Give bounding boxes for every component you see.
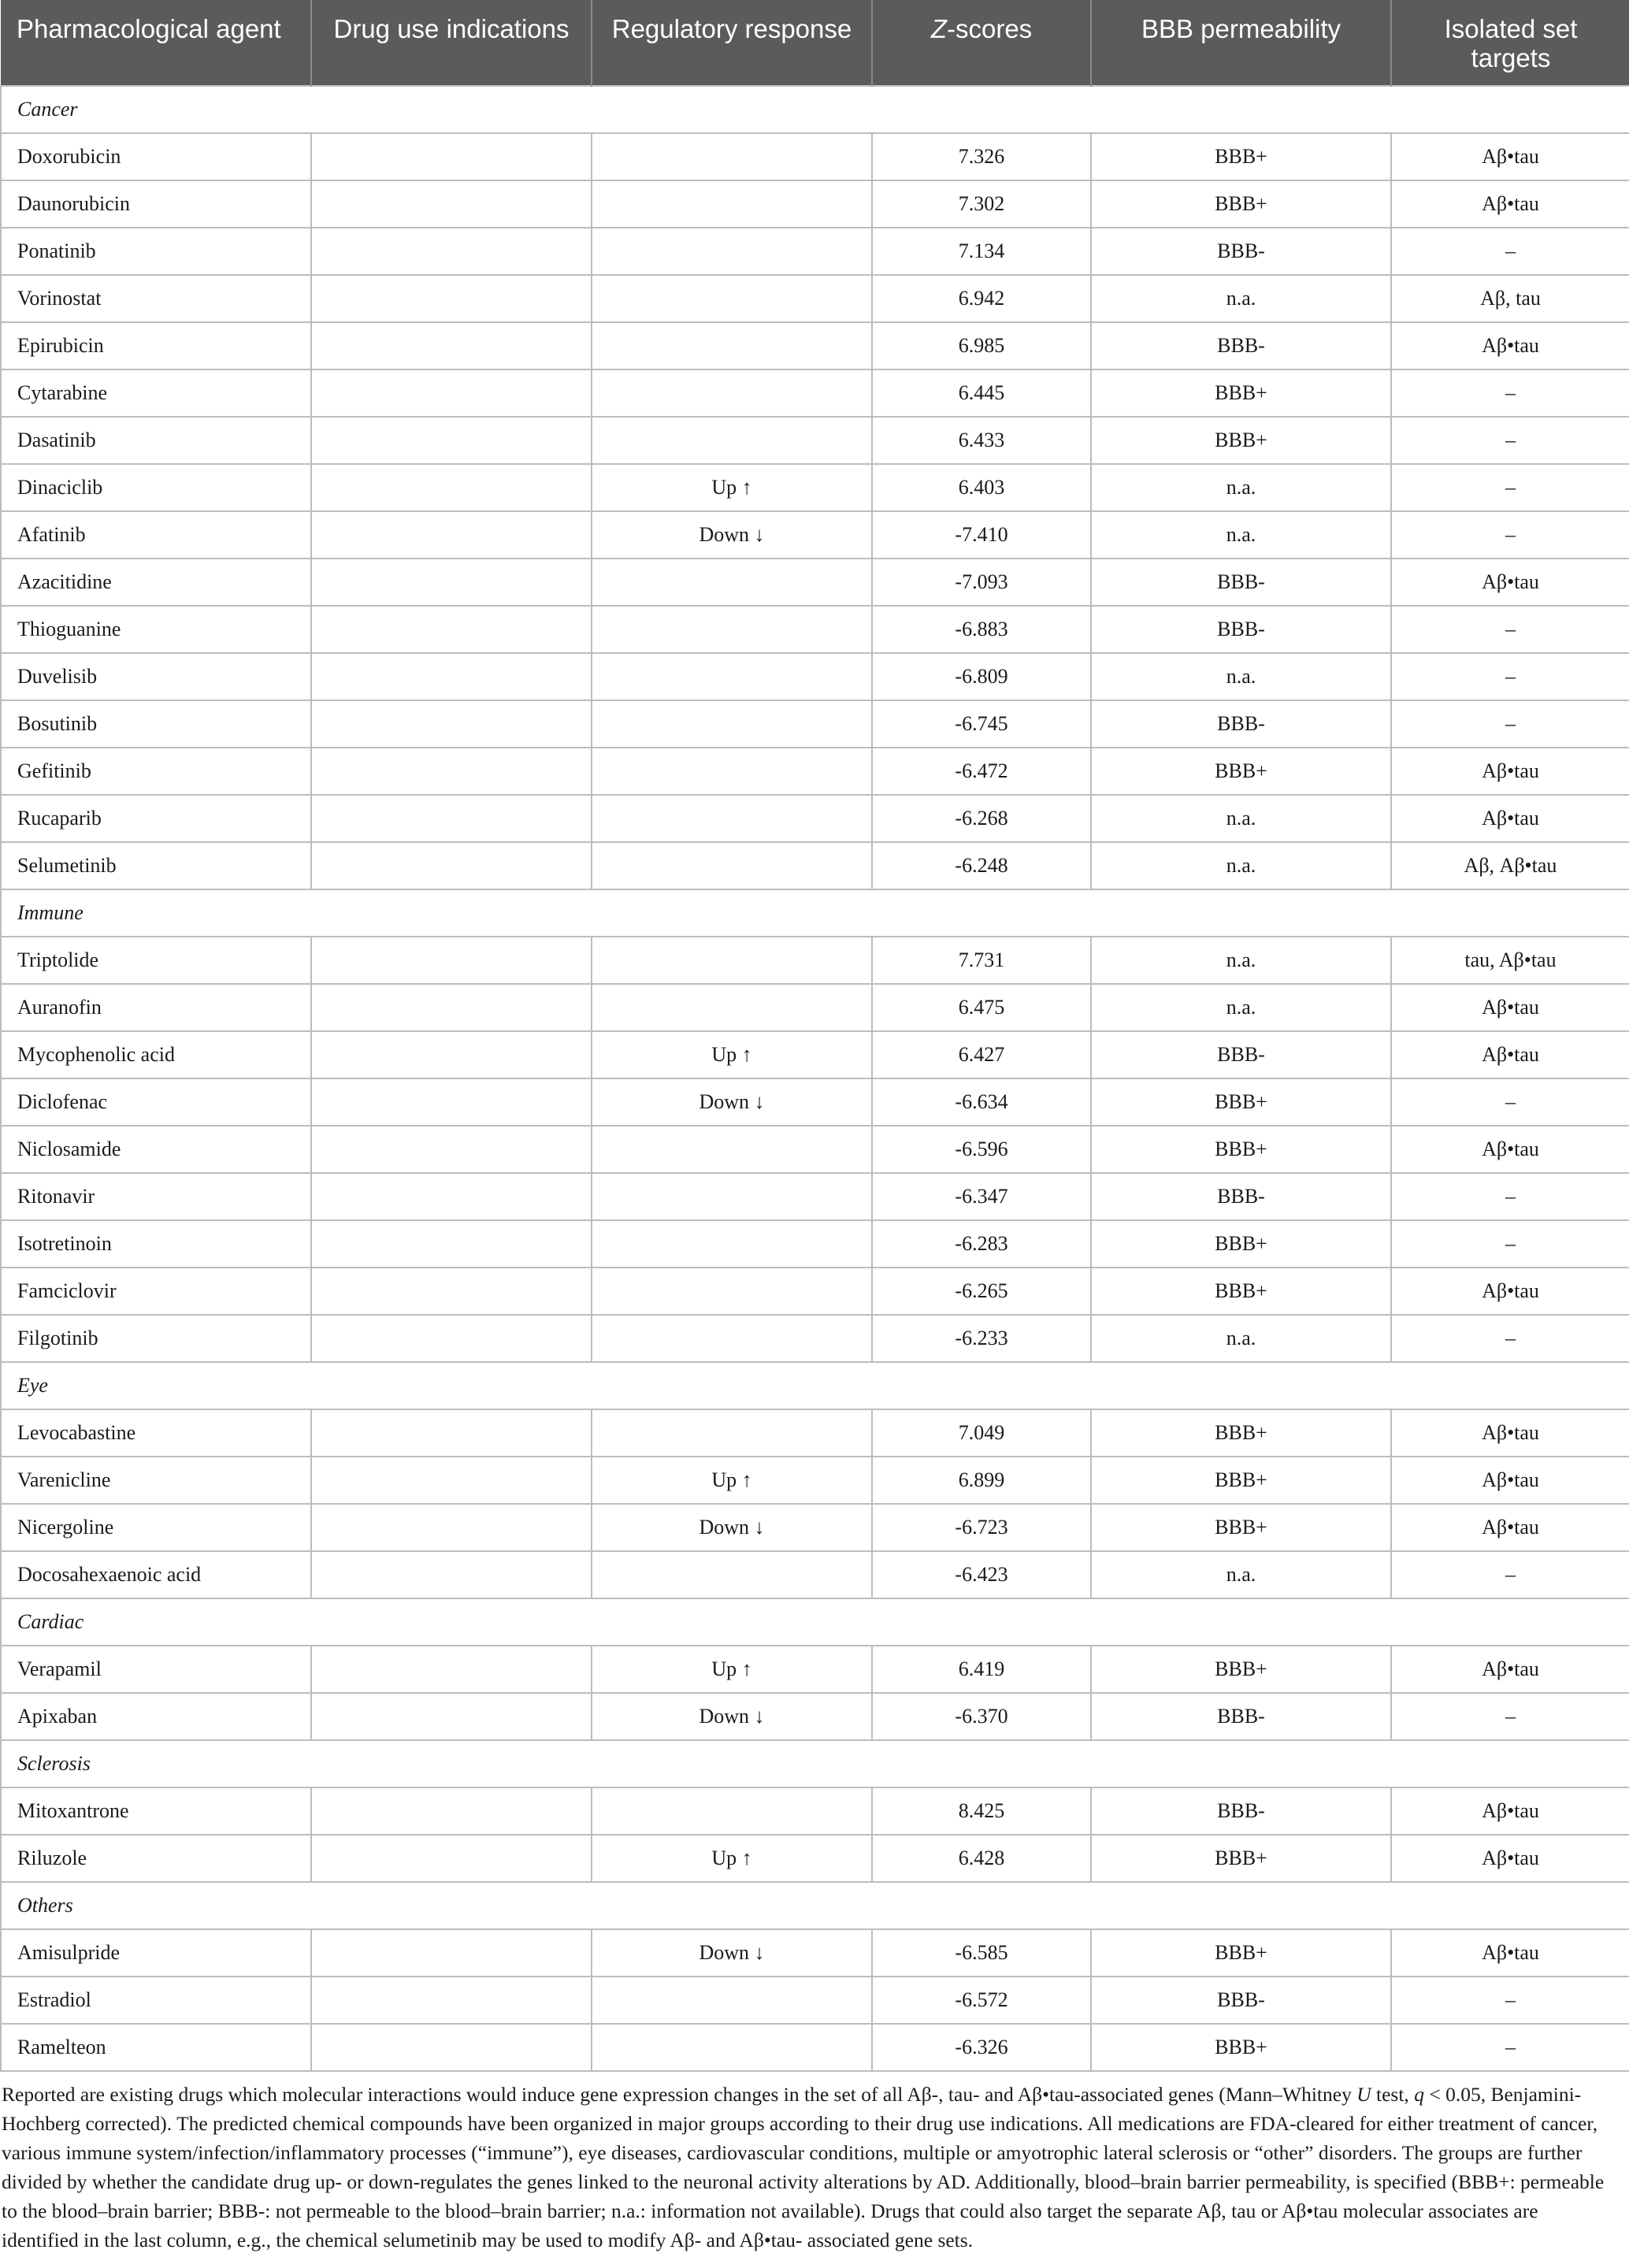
cell-bbb: BBB+	[1091, 1646, 1391, 1693]
table-row	[1, 1268, 1629, 1315]
cell-targets: tau, Aβ•tau	[1391, 937, 1629, 984]
cell-zscore: -6.745	[872, 700, 1091, 748]
cell-zscore: -6.809	[872, 653, 1091, 700]
cell-agent: Doxorubicin	[1, 133, 311, 180]
group-row	[1, 1882, 1629, 1929]
cell-zscore: -6.572	[872, 1977, 1091, 2024]
cell-indication	[311, 1929, 592, 1977]
cell-targets: Aβ•tau	[1391, 748, 1629, 795]
cell-targets: Aβ•tau	[1391, 1457, 1629, 1504]
table-row	[1, 1835, 1629, 1882]
cell-zscore: 7.302	[872, 180, 1091, 228]
cell-bbb: BBB+	[1091, 417, 1391, 464]
cell-zscore: -6.268	[872, 795, 1091, 842]
table-row	[1, 1126, 1629, 1173]
table-row	[1, 1220, 1629, 1268]
cell-zscore: 6.985	[872, 322, 1091, 369]
cell-zscore: -6.326	[872, 2024, 1091, 2071]
cell-response: Down ↓	[592, 1504, 872, 1551]
cell-zscore: -6.347	[872, 1173, 1091, 1220]
cell-indication	[311, 180, 592, 228]
table-row	[1, 511, 1629, 559]
cell-bbb: BBB+	[1091, 1126, 1391, 1173]
cell-targets: –	[1391, 2024, 1629, 2071]
cell-bbb: BBB-	[1091, 322, 1391, 369]
table-header	[1, 0, 1629, 86]
cell-response	[592, 417, 872, 464]
cell-targets: Aβ•tau	[1391, 322, 1629, 369]
cell-agent: Daunorubicin	[1, 180, 311, 228]
group-row	[1, 1362, 1629, 1409]
cell-targets: Aβ•tau	[1391, 180, 1629, 228]
header-regulatory: Regulatory response	[592, 0, 872, 86]
table-row	[1, 1787, 1629, 1835]
cell-zscore: 7.731	[872, 937, 1091, 984]
table-row	[1, 464, 1629, 511]
cell-indication	[311, 1031, 592, 1078]
header-zscore: Z-scores	[872, 0, 1091, 86]
cell-agent: Thioguanine	[1, 606, 311, 653]
cell-response	[592, 369, 872, 417]
cell-response	[592, 984, 872, 1031]
cell-indication	[311, 511, 592, 559]
cell-agent: Amisulpride	[1, 1929, 311, 1977]
cell-bbb: BBB-	[1091, 606, 1391, 653]
cell-indication	[311, 795, 592, 842]
cell-agent: Estradiol	[1, 1977, 311, 2024]
cell-zscore: 6.942	[872, 275, 1091, 322]
cell-zscore: 7.049	[872, 1409, 1091, 1457]
cell-agent: Famciclovir	[1, 1268, 311, 1315]
cell-indication	[311, 1551, 592, 1598]
cell-bbb: n.a.	[1091, 511, 1391, 559]
table-row	[1, 1693, 1629, 1740]
cell-targets: –	[1391, 653, 1629, 700]
cell-indication	[311, 1409, 592, 1457]
cell-response	[592, 700, 872, 748]
cell-agent: Rucaparib	[1, 795, 311, 842]
cell-indication	[311, 559, 592, 606]
group-label: Cancer	[1, 86, 1629, 133]
cell-agent: Dasatinib	[1, 417, 311, 464]
cell-response	[592, 748, 872, 795]
group-row	[1, 889, 1629, 937]
cell-indication	[311, 322, 592, 369]
cell-targets: Aβ•tau	[1391, 984, 1629, 1031]
cell-bbb: BBB-	[1091, 1977, 1391, 2024]
cell-zscore: 6.419	[872, 1646, 1091, 1693]
cell-indication	[311, 464, 592, 511]
cell-response	[592, 1126, 872, 1173]
cell-indication	[311, 937, 592, 984]
cell-zscore: 8.425	[872, 1787, 1091, 1835]
cell-indication	[311, 1457, 592, 1504]
cell-agent: Docosahexaenoic acid	[1, 1551, 311, 1598]
cell-indication	[311, 606, 592, 653]
cell-indication	[311, 369, 592, 417]
cell-zscore: -6.370	[872, 1693, 1091, 1740]
cell-agent: Ponatinib	[1, 228, 311, 275]
cell-response: Down ↓	[592, 1078, 872, 1126]
cell-response: Up ↑	[592, 1031, 872, 1078]
group-label: Sclerosis	[1, 1740, 1629, 1787]
cell-indication	[311, 653, 592, 700]
cell-zscore: -7.093	[872, 559, 1091, 606]
cell-indication	[311, 1646, 592, 1693]
cell-targets: Aβ•tau	[1391, 1409, 1629, 1457]
cell-indication	[311, 228, 592, 275]
cell-agent: Isotretinoin	[1, 1220, 311, 1268]
cell-agent: Levocabastine	[1, 1409, 311, 1457]
cell-targets: Aβ•tau	[1391, 1504, 1629, 1551]
cell-indication	[311, 984, 592, 1031]
cell-response	[592, 1409, 872, 1457]
cell-bbb: BBB-	[1091, 1693, 1391, 1740]
cell-agent: Apixaban	[1, 1693, 311, 1740]
table-row	[1, 369, 1629, 417]
header-agent: Pharmacological agent	[1, 0, 311, 86]
cell-indication	[311, 2024, 592, 2071]
cell-targets: Aβ•tau	[1391, 1787, 1629, 1835]
cell-response	[592, 1268, 872, 1315]
cell-targets: –	[1391, 1220, 1629, 1268]
cell-response: Down ↓	[592, 1929, 872, 1977]
cell-targets: Aβ•tau	[1391, 1646, 1629, 1693]
group-row	[1, 1740, 1629, 1787]
cell-targets: Aβ, tau	[1391, 275, 1629, 322]
cell-indication	[311, 700, 592, 748]
cell-bbb: BBB+	[1091, 1078, 1391, 1126]
cell-bbb: n.a.	[1091, 653, 1391, 700]
cell-targets: –	[1391, 228, 1629, 275]
cell-zscore: -6.233	[872, 1315, 1091, 1362]
cell-zscore: 6.445	[872, 369, 1091, 417]
table-row	[1, 1031, 1629, 1078]
cell-targets: Aβ•tau	[1391, 133, 1629, 180]
cell-response	[592, 606, 872, 653]
table-body	[1, 86, 1629, 2071]
cell-bbb: BBB+	[1091, 2024, 1391, 2071]
cell-indication	[311, 1835, 592, 1882]
table-row	[1, 1078, 1629, 1126]
cell-bbb: BBB+	[1091, 748, 1391, 795]
cell-response: Down ↓	[592, 511, 872, 559]
cell-bbb: BBB+	[1091, 1268, 1391, 1315]
cell-response	[592, 228, 872, 275]
cell-agent: Duvelisib	[1, 653, 311, 700]
cell-agent: Afatinib	[1, 511, 311, 559]
table-row	[1, 1646, 1629, 1693]
table-row	[1, 748, 1629, 795]
cell-targets: –	[1391, 700, 1629, 748]
cell-targets: Aβ•tau	[1391, 1929, 1629, 1977]
cell-agent: Ritonavir	[1, 1173, 311, 1220]
cell-agent: Azacitidine	[1, 559, 311, 606]
cell-zscore: 6.433	[872, 417, 1091, 464]
cell-response: Up ↑	[592, 1457, 872, 1504]
table-row	[1, 1315, 1629, 1362]
cell-indication	[311, 1504, 592, 1551]
cell-targets: –	[1391, 1977, 1629, 2024]
cell-zscore: 6.475	[872, 984, 1091, 1031]
cell-indication	[311, 1693, 592, 1740]
cell-bbb: BBB-	[1091, 700, 1391, 748]
cell-agent: Bosutinib	[1, 700, 311, 748]
cell-indication	[311, 1220, 592, 1268]
cell-zscore: -6.423	[872, 1551, 1091, 1598]
table-row	[1, 559, 1629, 606]
cell-targets: Aβ•tau	[1391, 1835, 1629, 1882]
cell-response	[592, 559, 872, 606]
cell-indication	[311, 842, 592, 889]
table-row	[1, 984, 1629, 1031]
cell-targets: –	[1391, 369, 1629, 417]
cell-agent: Varenicline	[1, 1457, 311, 1504]
cell-agent: Gefitinib	[1, 748, 311, 795]
table-row	[1, 1409, 1629, 1457]
cell-response	[592, 2024, 872, 2071]
group-label: Immune	[1, 889, 1629, 937]
table-row	[1, 1457, 1629, 1504]
header-bbb: BBB permeability	[1091, 0, 1391, 86]
table-row	[1, 322, 1629, 369]
cell-zscore: 6.403	[872, 464, 1091, 511]
cell-targets: –	[1391, 606, 1629, 653]
cell-response	[592, 1977, 872, 2024]
cell-indication	[311, 1078, 592, 1126]
group-label: Cardiac	[1, 1598, 1629, 1646]
cell-response	[592, 1787, 872, 1835]
cell-bbb: n.a.	[1091, 795, 1391, 842]
table-row	[1, 653, 1629, 700]
cell-targets: Aβ•tau	[1391, 1031, 1629, 1078]
table-row	[1, 133, 1629, 180]
cell-indication	[311, 417, 592, 464]
cell-bbb: BBB+	[1091, 1504, 1391, 1551]
cell-agent: Mycophenolic acid	[1, 1031, 311, 1078]
cell-agent: Diclofenac	[1, 1078, 311, 1126]
table-caption: Reported are existing drugs which molecular interactions would induce gene expression changes in the set of all Aβ-, tau- and Aβ•tau-associated genes (Mann–Whitney U test, q < 0.05, Benjamini-Hochberg corrected). The predicted chemical compounds have been organized in major groups according to their drug use indications. All medications are FDA-cleared for either treatment of cancer, various immune system/infection/inflammatory processes (“immune”), eye diseases, cardiovascular conditions, multiple or amyotrophic lateral sclerosis or “other” disorders. The groups are further divided by whether the candidate drug up- or down-regulates the genes linked to the neuronal activity alterations by AD. Additionally, blood–brain barrier permeability, is specified (BBB+: permeable to the blood–brain barrier; BBB-: not permeable to the blood–brain barrier; n.a.: information not available). Drugs that could also target the separate Aβ, tau or Aβ•tau molecular associates are identified in the last column, e.g., the chemical selumetinib may be used to modify Aβ- and Aβ•tau- associated gene sets.	[2, 2083, 1605, 2251]
cell-targets: Aβ•tau	[1391, 1268, 1629, 1315]
cell-response	[592, 322, 872, 369]
cell-response: Down ↓	[592, 1693, 872, 1740]
cell-zscore: -6.585	[872, 1929, 1091, 1977]
cell-targets: –	[1391, 417, 1629, 464]
cell-targets: –	[1391, 1173, 1629, 1220]
cell-response	[592, 1220, 872, 1268]
cell-targets: –	[1391, 464, 1629, 511]
cell-agent: Riluzole	[1, 1835, 311, 1882]
cell-bbb: BBB+	[1091, 369, 1391, 417]
table-row	[1, 228, 1629, 275]
cell-indication	[311, 275, 592, 322]
cell-bbb: n.a.	[1091, 275, 1391, 322]
cell-targets: –	[1391, 1693, 1629, 1740]
cell-bbb: BBB+	[1091, 1220, 1391, 1268]
table-row	[1, 842, 1629, 889]
group-label: Eye	[1, 1362, 1629, 1409]
cell-agent: Mitoxantrone	[1, 1787, 311, 1835]
cell-indication	[311, 133, 592, 180]
cell-response	[592, 1551, 872, 1598]
cell-targets: Aβ•tau	[1391, 559, 1629, 606]
cell-bbb: BBB+	[1091, 1409, 1391, 1457]
header-row	[1, 0, 1629, 86]
cell-bbb: n.a.	[1091, 842, 1391, 889]
cell-targets: –	[1391, 511, 1629, 559]
cell-response	[592, 653, 872, 700]
cell-response	[592, 1315, 872, 1362]
cell-zscore: -7.410	[872, 511, 1091, 559]
cell-zscore: 7.326	[872, 133, 1091, 180]
cell-targets: Aβ, Aβ•tau	[1391, 842, 1629, 889]
cell-bbb: BBB-	[1091, 1787, 1391, 1835]
cell-indication	[311, 1126, 592, 1173]
cell-zscore: -6.248	[872, 842, 1091, 889]
cell-agent: Niclosamide	[1, 1126, 311, 1173]
cell-response	[592, 180, 872, 228]
cell-zscore: -6.883	[872, 606, 1091, 653]
cell-zscore: -6.596	[872, 1126, 1091, 1173]
cell-bbb: BBB+	[1091, 1929, 1391, 1977]
cell-agent: Selumetinib	[1, 842, 311, 889]
cell-agent: Nicergoline	[1, 1504, 311, 1551]
header-targets: Isolated set targets	[1391, 0, 1629, 86]
cell-zscore: -6.283	[872, 1220, 1091, 1268]
group-label: Others	[1, 1882, 1629, 1929]
table-row	[1, 1929, 1629, 1977]
cell-agent: Cytarabine	[1, 369, 311, 417]
cell-agent: Dinaciclib	[1, 464, 311, 511]
cell-response	[592, 842, 872, 889]
cell-bbb: BBB-	[1091, 1173, 1391, 1220]
cell-bbb: n.a.	[1091, 984, 1391, 1031]
cell-zscore: -6.472	[872, 748, 1091, 795]
cell-response	[592, 1173, 872, 1220]
cell-bbb: BBB+	[1091, 133, 1391, 180]
cell-indication	[311, 748, 592, 795]
cell-response	[592, 937, 872, 984]
cell-bbb: n.a.	[1091, 464, 1391, 511]
cell-agent: Auranofin	[1, 984, 311, 1031]
table-row	[1, 700, 1629, 748]
cell-targets: Aβ•tau	[1391, 1126, 1629, 1173]
cell-targets: –	[1391, 1315, 1629, 1362]
cell-zscore: 6.428	[872, 1835, 1091, 1882]
cell-zscore: -6.265	[872, 1268, 1091, 1315]
cell-indication	[311, 1173, 592, 1220]
table-row	[1, 795, 1629, 842]
cell-bbb: BBB-	[1091, 559, 1391, 606]
header-indications: Drug use indications	[311, 0, 592, 86]
cell-bbb: BBB-	[1091, 228, 1391, 275]
table-row	[1, 1504, 1629, 1551]
cell-zscore: 6.899	[872, 1457, 1091, 1504]
cell-indication	[311, 1315, 592, 1362]
cell-bbb: n.a.	[1091, 1315, 1391, 1362]
cell-bbb: BBB+	[1091, 1835, 1391, 1882]
table-row	[1, 606, 1629, 653]
cell-response	[592, 795, 872, 842]
cell-response: Up ↑	[592, 1646, 872, 1693]
cell-agent: Verapamil	[1, 1646, 311, 1693]
cell-agent: Triptolide	[1, 937, 311, 984]
cell-zscore: 7.134	[872, 228, 1091, 275]
cell-bbb: BBB-	[1091, 1031, 1391, 1078]
cell-agent: Filgotinib	[1, 1315, 311, 1362]
table-row	[1, 2024, 1629, 2071]
table-row	[1, 1551, 1629, 1598]
cell-zscore: -6.634	[872, 1078, 1091, 1126]
cell-targets: –	[1391, 1078, 1629, 1126]
cell-bbb: BBB+	[1091, 180, 1391, 228]
cell-response	[592, 275, 872, 322]
cell-targets: –	[1391, 1551, 1629, 1598]
table-row	[1, 417, 1629, 464]
cell-response: Up ↑	[592, 464, 872, 511]
group-row	[1, 86, 1629, 133]
cell-indication	[311, 1787, 592, 1835]
cell-targets: Aβ•tau	[1391, 795, 1629, 842]
cell-response	[592, 133, 872, 180]
cell-zscore: 6.427	[872, 1031, 1091, 1078]
table-row	[1, 275, 1629, 322]
cell-response: Up ↑	[592, 1835, 872, 1882]
cell-bbb: n.a.	[1091, 1551, 1391, 1598]
group-row	[1, 1598, 1629, 1646]
cell-indication	[311, 1268, 592, 1315]
table-row	[1, 1173, 1629, 1220]
table-row	[1, 937, 1629, 984]
cell-agent: Ramelteon	[1, 2024, 311, 2071]
cell-agent: Epirubicin	[1, 322, 311, 369]
cell-zscore: -6.723	[872, 1504, 1091, 1551]
table-row	[1, 180, 1629, 228]
cell-indication	[311, 1977, 592, 2024]
cell-bbb: BBB+	[1091, 1457, 1391, 1504]
cell-bbb: n.a.	[1091, 937, 1391, 984]
cell-agent: Vorinostat	[1, 275, 311, 322]
table-row	[1, 1977, 1629, 2024]
